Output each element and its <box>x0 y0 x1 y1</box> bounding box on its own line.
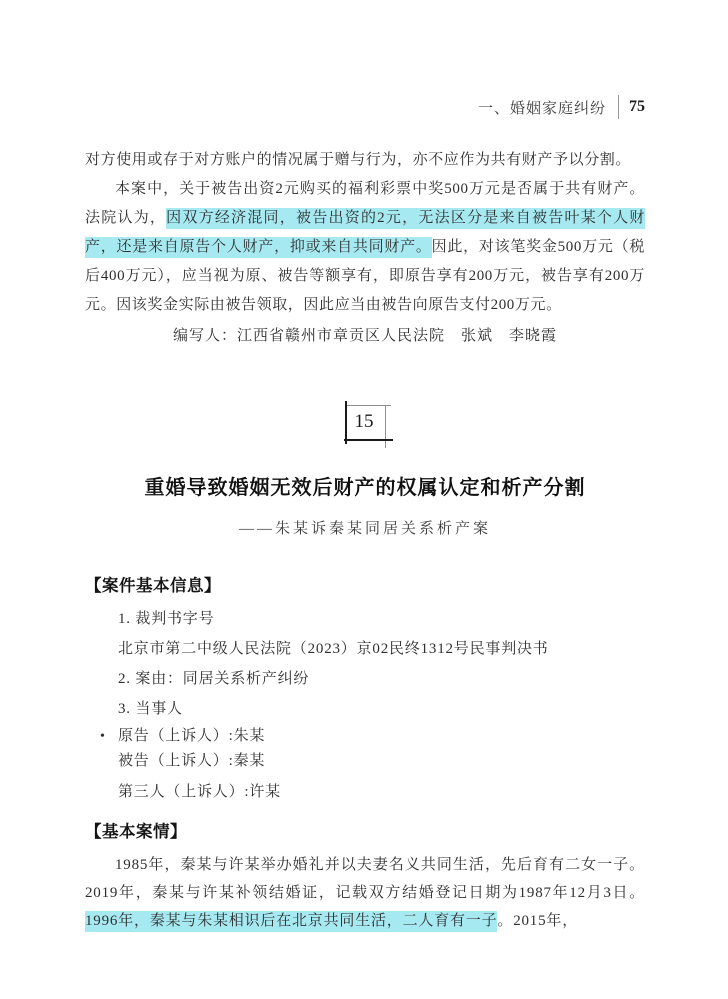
case-number: 15 <box>354 411 374 432</box>
prev-case-analysis-paragraph <box>85 175 645 320</box>
case-number-box <box>345 405 386 441</box>
box-right-line <box>385 405 386 448</box>
party-defendant-text: 被告（上诉人）:秦某 <box>118 753 266 769</box>
cause-of-action: 2. 案由：同居关系析产纠纷 <box>118 671 310 687</box>
page-content <box>85 0 645 935</box>
case-title: 重婚导致婚姻无效后财产的权属认定和析产分割 <box>144 477 586 499</box>
case-number-row <box>85 405 645 441</box>
box-left-line <box>345 401 347 444</box>
judgment-number-label: 1. 裁判书字号 <box>118 611 215 627</box>
judgment-number-value: 北京市第二中级人民法院（2023）京02民终1312号民事判决书 <box>118 641 549 657</box>
basic-info-heading: 【案件基本信息】 <box>85 577 221 595</box>
facts-tail-text: 。2015年， <box>497 913 579 929</box>
party-defendant <box>85 749 645 774</box>
chapter-title: 一、婚姻家庭纠纷 <box>477 100 606 117</box>
party-plaintiff <box>85 724 645 749</box>
bullet-icon: • <box>100 729 106 744</box>
facts-paragraph <box>85 851 645 935</box>
case-subtitle: ——朱某诉秦某同居关系析产案 <box>238 521 491 537</box>
party-plaintiff-text: 原告（上诉人）:朱某 <box>118 728 266 744</box>
analysis-tail-text: 因此，对该笔奖金500万元（税后400万元），应当视为原、被告等额享有，即原告享有200万元，被告享有200万元。因该奖金实际由被告领取，因此应当由被告向原告支付200万元。 <box>85 239 645 313</box>
facts-lead-text: 1985年，秦某与许某举办婚礼并以夫妻名义共同生活，先后育有二女一子。2019年，秦某与许某补领结婚证，记载双方结婚登记日期为1987年12月3日。 <box>85 857 645 901</box>
box-bottom-line <box>344 439 393 441</box>
analysis-highlighted-text: 因双方经济混同，被告出资的2元，无法区分是来自被告叶某个人财产，还是来自原告个人财产，抑或来自共同财产。 <box>85 208 645 258</box>
prev-case-closing-paragraph: 对方使用或存于对方账户的情况属于赠与行为，亦不应作为共有财产予以分割。 <box>85 152 632 168</box>
party-third <box>85 780 645 805</box>
page-number: 75 <box>629 98 645 115</box>
facts-heading: 【基本案情】 <box>85 823 187 841</box>
party-third-text: 第三人（上诉人）:许某 <box>118 784 281 800</box>
analysis-lead-text: 本案中，关于被告出资2元购买的福利彩票中奖500万元是否属于共有财产。法院认为， <box>85 181 645 226</box>
facts-highlighted-text: 1996年，秦某与朱某相识后在北京共同生活，二人育有一子 <box>85 911 497 932</box>
editor-byline: 编写人：江西省赣州市章贡区人民法院 张斌 李晓霞 <box>172 328 557 344</box>
parties-label: 3. 当事人 <box>118 701 183 717</box>
basic-info-list <box>85 604 645 805</box>
